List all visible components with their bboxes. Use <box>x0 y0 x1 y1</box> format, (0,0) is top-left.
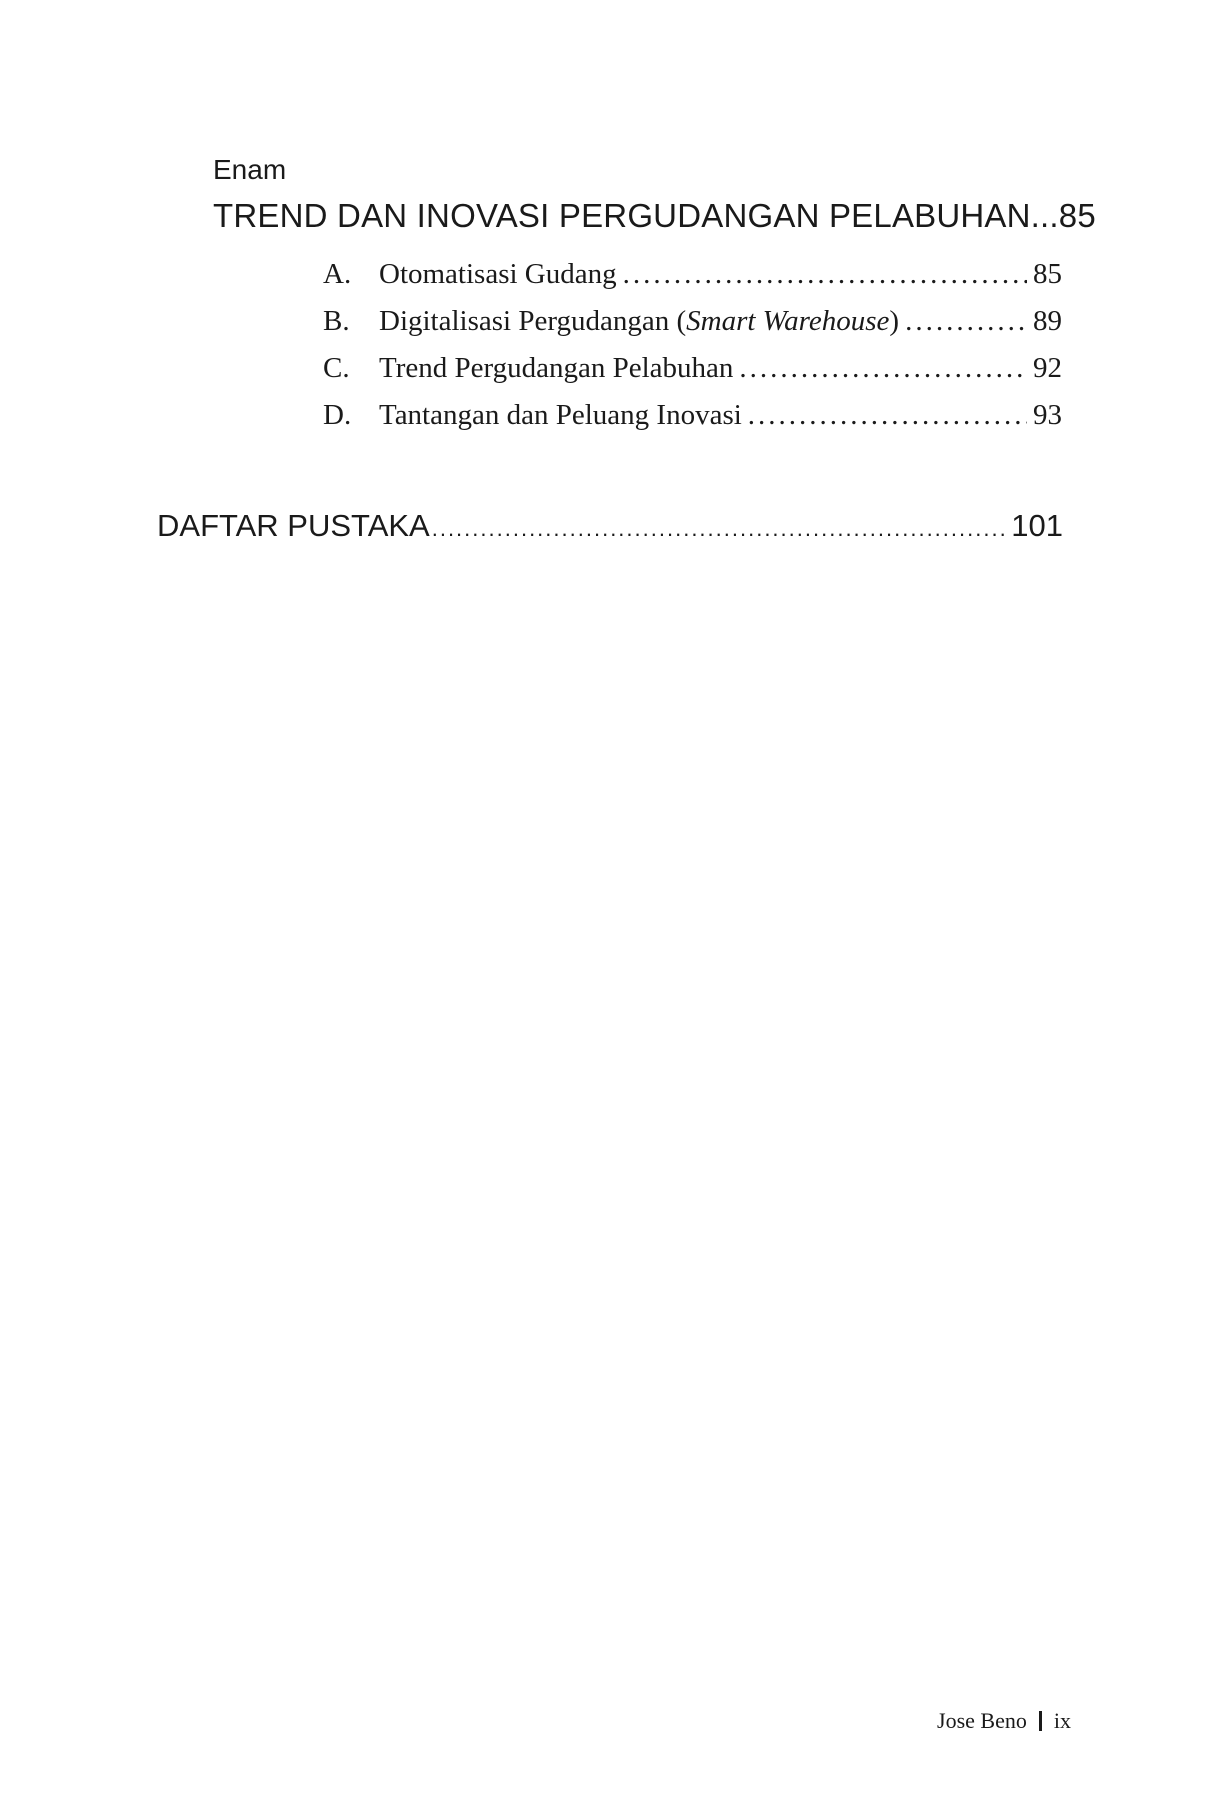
toc-item-page: 93 <box>1033 399 1062 431</box>
toc-item-title: Otomatisasi Gudang <box>379 258 617 290</box>
toc-item-a[interactable] <box>323 260 1062 307</box>
chapter-title-text: TREND DAN INOVASI PERGUDANGAN PELABUHAN <box>213 197 1031 234</box>
toc-item-letter: C. <box>323 352 350 384</box>
toc-item-leader <box>748 401 1027 430</box>
chapter-title[interactable] <box>213 197 1096 234</box>
toc-item-title: Digitalisasi Pergudangan (Smart Warehouse) <box>379 305 900 337</box>
bibliography-leader <box>432 518 1010 540</box>
chapter-title-leader: ... <box>1030 197 1059 234</box>
toc-item-page: 85 <box>1033 258 1062 290</box>
toc-item-letter: B. <box>323 305 350 337</box>
footer-page-number: ix <box>1053 1708 1071 1733</box>
footer-separator <box>1039 1711 1042 1731</box>
toc-item-c[interactable] <box>323 354 1062 401</box>
chapter-label: Enam <box>213 154 287 185</box>
page-footer <box>937 1708 1071 1734</box>
toc-item-title-italic: Smart Warehouse <box>686 305 890 337</box>
bibliography-page: 101 <box>1011 508 1063 543</box>
toc-list <box>323 260 1062 448</box>
toc-item-page: 89 <box>1033 305 1062 337</box>
bibliography-entry[interactable] <box>157 510 1063 541</box>
toc-item-letter: A. <box>323 258 352 290</box>
toc-item-title: Tantangan dan Peluang Inovasi <box>379 399 742 431</box>
toc-item-b[interactable] <box>323 307 1062 354</box>
toc-item-leader <box>623 260 1027 289</box>
toc-item-leader <box>905 307 1027 336</box>
footer-author: Jose Beno <box>937 1708 1027 1733</box>
toc-item-leader <box>739 354 1027 383</box>
bibliography-label: DAFTAR PUSTAKA <box>157 508 430 543</box>
toc-item-page: 92 <box>1033 352 1062 384</box>
toc-item-title: Trend Pergudangan Pelabuhan <box>379 352 734 384</box>
toc-item-d[interactable] <box>323 401 1062 448</box>
toc-item-letter: D. <box>323 399 352 431</box>
chapter-title-page: 85 <box>1058 197 1096 234</box>
